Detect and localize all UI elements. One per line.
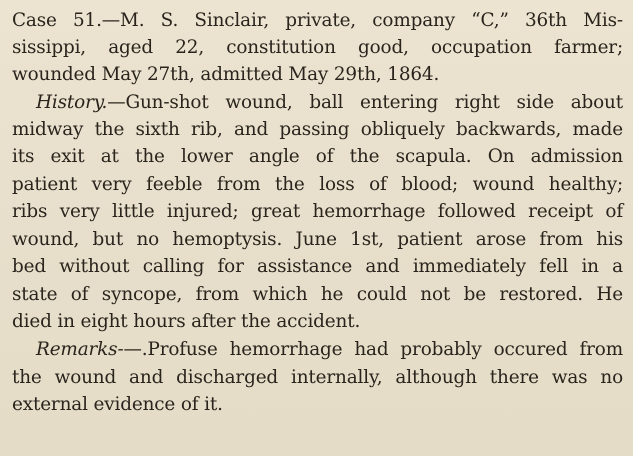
- case-header-line-3: wounded May 27th, admitted May 29th, 1864.: [12, 64, 440, 85]
- remarks-line-1-text: —.Profuse hemorrhage had probably occured from: [123, 339, 623, 360]
- history-paragraph-line-6: wound, but no hemoptysis. June 1st, patient arose from his: [12, 229, 623, 250]
- history-paragraph-line-5: ribs very little injured; great hemorrhage followed receipt of: [12, 201, 623, 222]
- history-paragraph-line-1: [36, 90, 623, 116]
- remarks-paragraph-line-1: [36, 337, 623, 363]
- remarks-paragraph-line-3: external evidence of it.: [12, 394, 223, 415]
- history-paragraph-line-8: state of syncope, from which he could not be restored. He: [12, 284, 623, 305]
- history-line-1-text: —Gun-shot wound, ball entering right side about: [107, 92, 623, 113]
- history-paragraph-line-9: died in eight hours after the accident.: [12, 311, 361, 332]
- history-heading: History.: [36, 92, 108, 113]
- history-paragraph-line-3: its exit at the lower angle of the scapula. On admission: [12, 146, 623, 167]
- history-paragraph-line-2: midway the sixth rib, and passing obliquely backwards, made: [12, 119, 623, 140]
- history-paragraph-line-7: bed without calling for assistance and immediately fell in a: [12, 256, 623, 277]
- case-header-line-2: sissippi, aged 22, constitution good, occupation farmer;: [12, 37, 623, 58]
- history-paragraph-line-4: patient very feeble from the loss of blood; wound healthy;: [12, 174, 623, 195]
- case-header-line-1: Case 51.—M. S. Sinclair, private, company “C,” 36th Mis-: [12, 10, 623, 31]
- remarks-heading: Remarks-: [36, 339, 124, 360]
- remarks-paragraph-line-2: the wound and discharged internally, although there was no: [12, 367, 623, 388]
